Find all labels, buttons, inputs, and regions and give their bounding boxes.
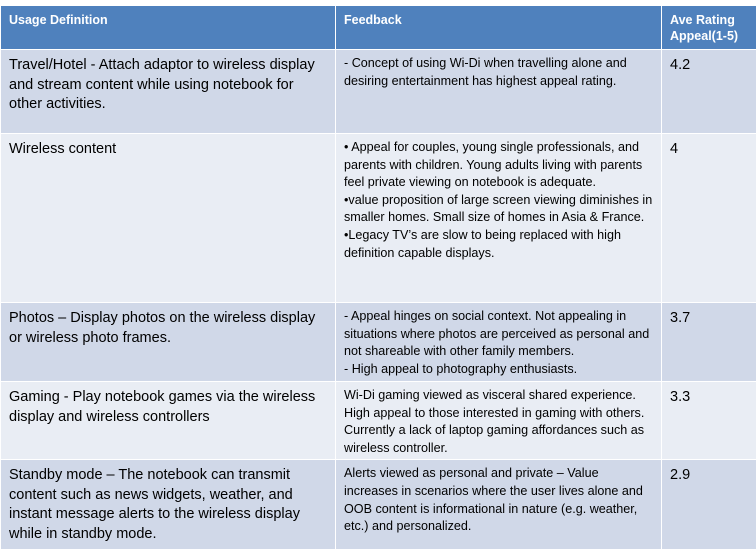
usage-cell: Gaming - Play notebook games via the wireless display and wireless controllers — [1, 382, 336, 460]
rating-cell: 2.9 — [662, 460, 756, 550]
table-row — [1, 50, 756, 134]
table-row — [1, 460, 756, 550]
header-row — [1, 6, 756, 50]
feedback-line: - High appeal to photography enthusiasts. — [344, 361, 655, 379]
table-row — [1, 303, 756, 382]
header-ave-rating: Ave Rating Appeal(1-5) — [662, 6, 756, 50]
usage-cell: Travel/Hotel - Attach adaptor to wireless display and stream content while using notebook for other activities. — [1, 50, 336, 134]
rating-cell: 3.3 — [662, 382, 756, 460]
feedback-line: Wi-Di gaming viewed as visceral shared experience. High appeal to those interested in gaming with others. Currently a lack of laptop gaming affordances such as wireless controller. — [344, 387, 655, 457]
usage-cell: Wireless content — [1, 134, 336, 303]
feedback-line: • Appeal for couples, young single professionals, and parents with children. Young adults living with parents feel private viewing on notebook is adequate. — [344, 139, 655, 192]
table-row — [1, 382, 756, 460]
feedback-line: - Appeal hinges on social context. Not appealing in situations where photos are perceived as personal and not shareable with other family members. — [344, 308, 655, 361]
rating-cell: 4 — [662, 134, 756, 303]
feedback-line: •value proposition of large screen viewing diminishes in smaller homes. Small size of homes in Asia & France. — [344, 192, 655, 227]
feedback-cell — [336, 382, 662, 460]
usage-cell: Photos – Display photos on the wireless display or wireless photo frames. — [1, 303, 336, 382]
rating-cell: 4.2 — [662, 50, 756, 134]
rating-cell: 3.7 — [662, 303, 756, 382]
usage-feedback-table — [0, 5, 756, 550]
usage-cell: Standby mode – The notebook can transmit content such as news widgets, weather, and instant message alerts to the wireless display while in standby mode. — [1, 460, 336, 550]
feedback-cell — [336, 460, 662, 550]
feedback-cell — [336, 50, 662, 134]
feedback-cell — [336, 134, 662, 303]
feedback-line: Alerts viewed as personal and private – Value increases in scenarios where the user lives alone and OOB content is informational in nature (e.g. weather, etc.) and personalized. — [344, 465, 655, 535]
table-row — [1, 134, 756, 303]
feedback-line: •Legacy TV’s are slow to being replaced with high definition capable displays. — [344, 227, 655, 262]
feedback-cell — [336, 303, 662, 382]
feedback-line: - Concept of using Wi-Di when travelling alone and desiring entertainment has highest appeal rating. — [344, 55, 655, 90]
header-feedback: Feedback — [336, 6, 662, 50]
header-usage-definition: Usage Definition — [1, 6, 336, 50]
